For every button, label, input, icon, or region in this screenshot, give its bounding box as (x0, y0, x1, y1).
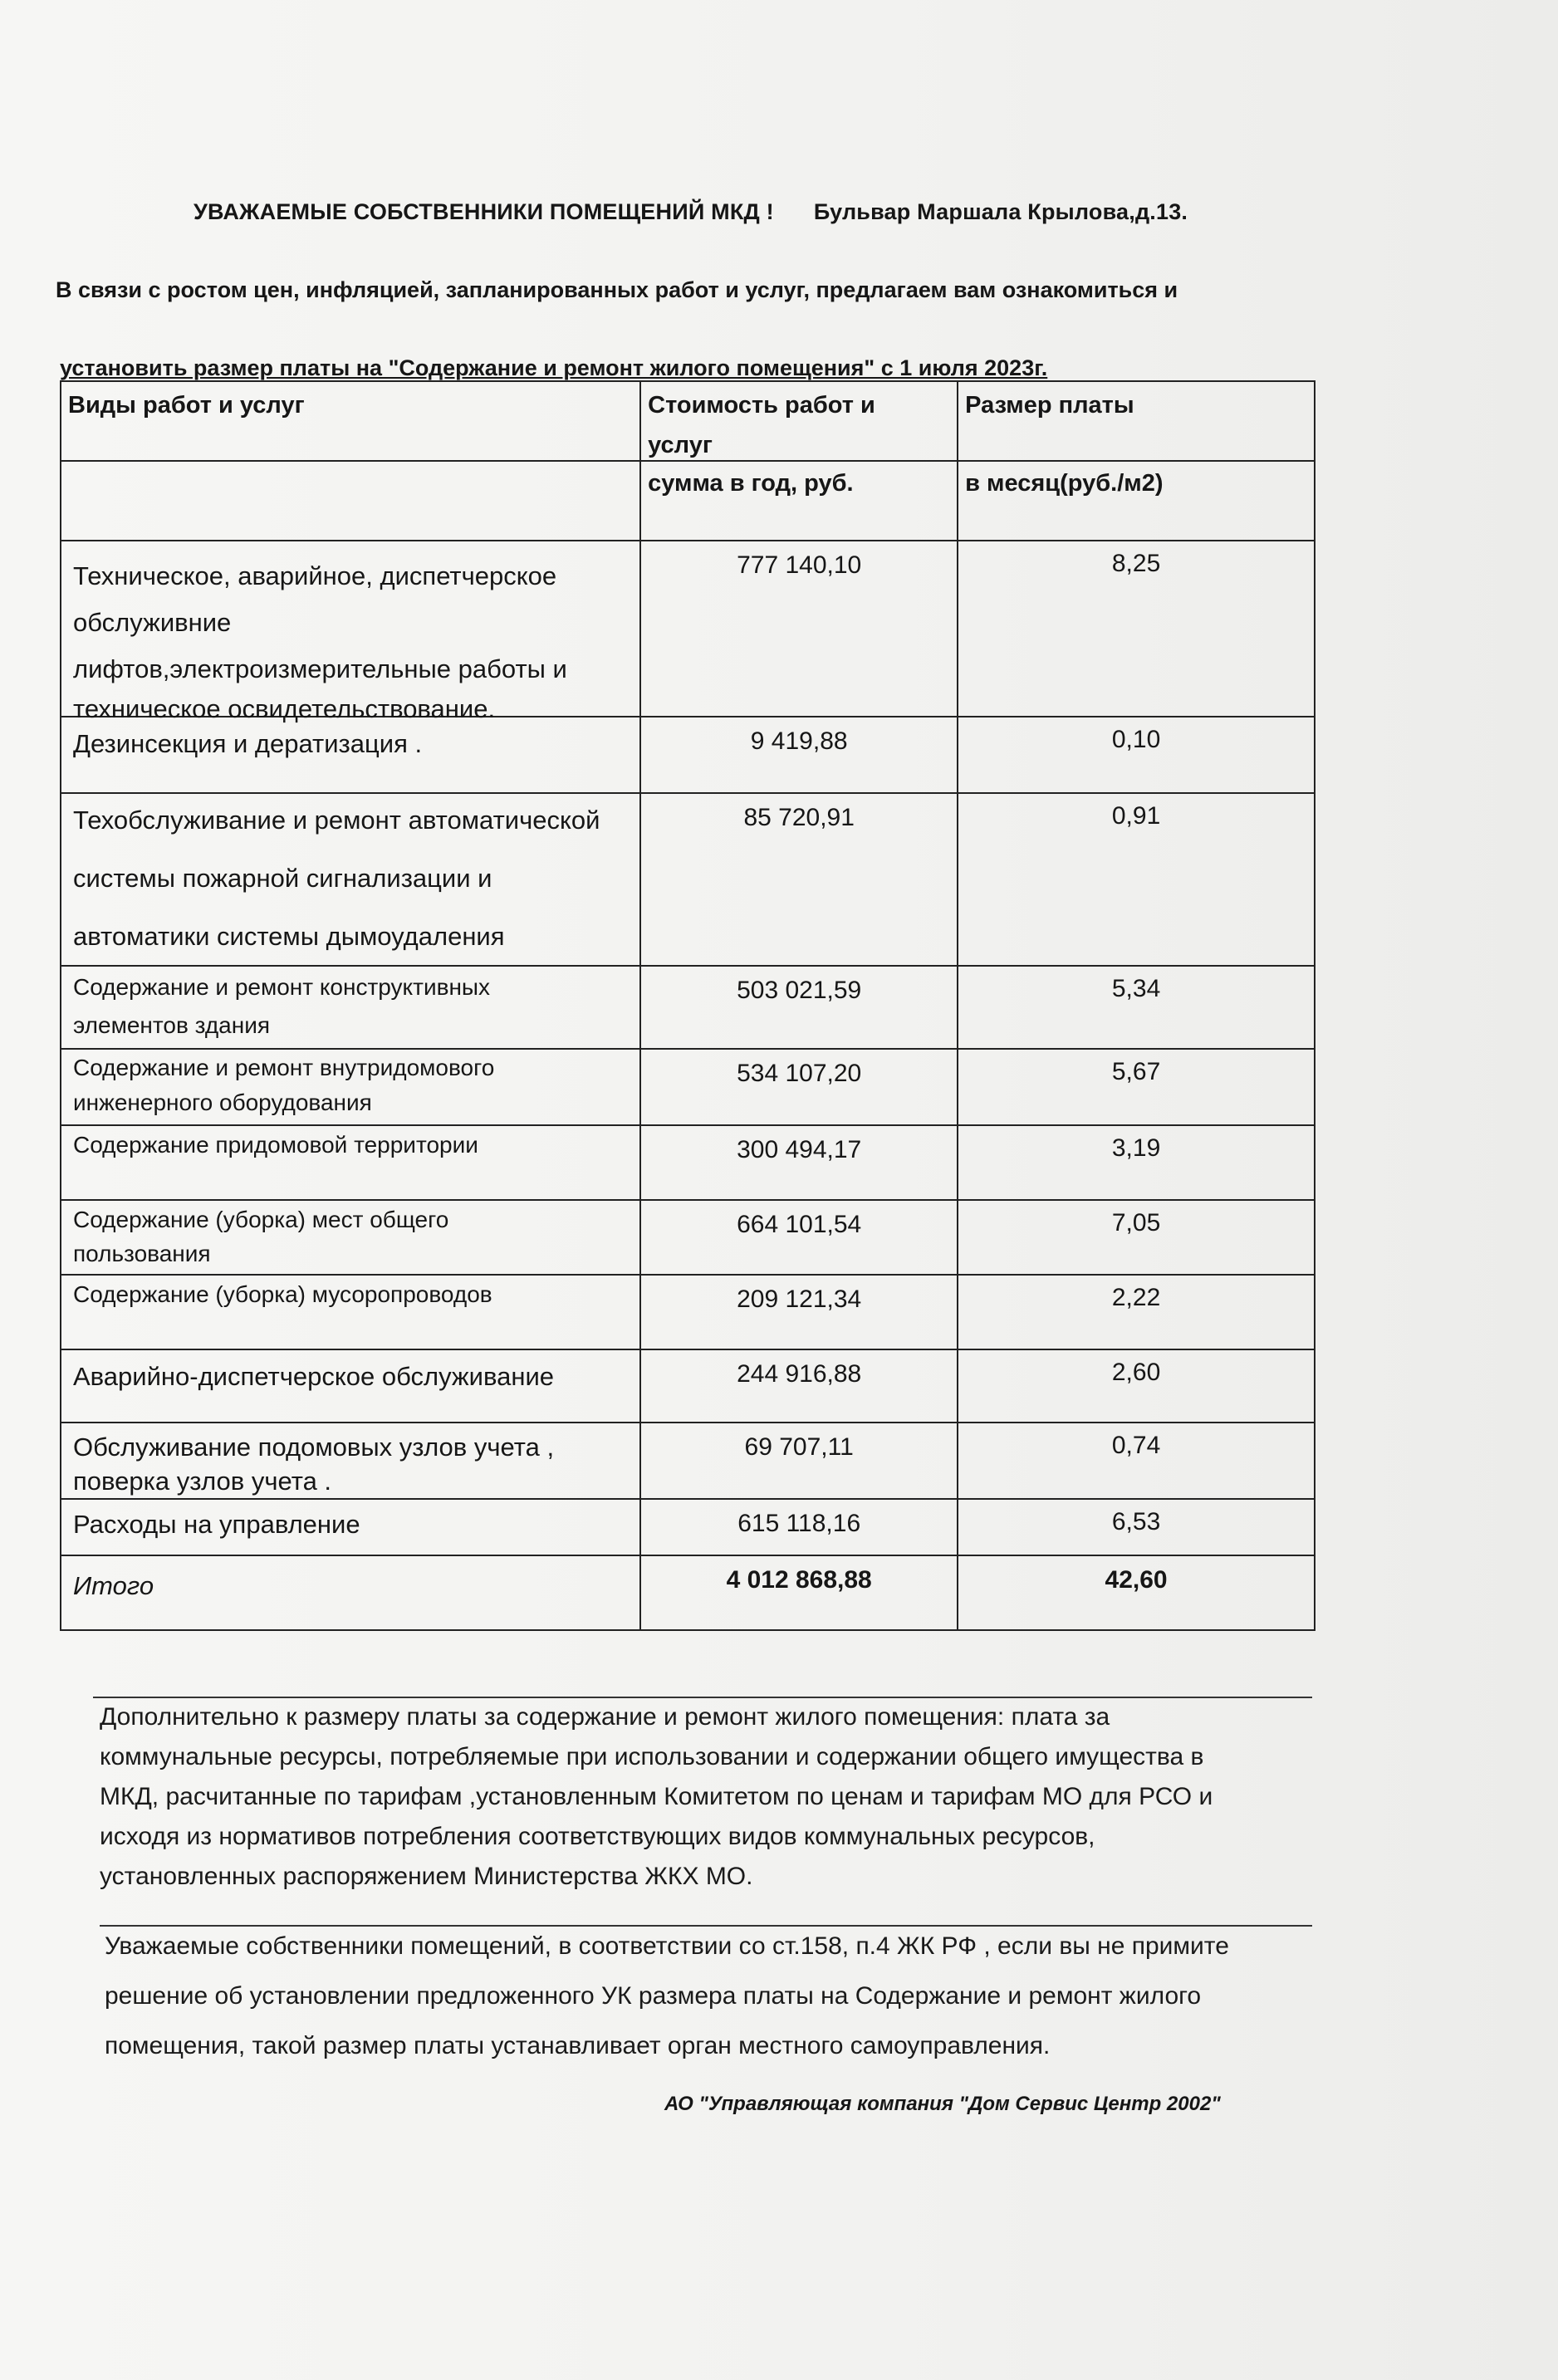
service-line: поверка узлов учета . (73, 1467, 332, 1496)
monthly-fee: 8,25 (1111, 550, 1161, 577)
header-services: Виды работ и услуг (61, 382, 641, 460)
service-line: Обслуживание подомовых узлов учета , (73, 1432, 555, 1462)
annual-cost: 664 101,54 (641, 1201, 958, 1274)
service-name (61, 1276, 641, 1349)
document-header (194, 199, 1188, 225)
subheader-monthly: в месяц(руб./м2) (965, 470, 1164, 497)
annual-cost: 615 118,16 (641, 1500, 958, 1555)
annual-cost: 534 107,20 (641, 1050, 958, 1124)
service-line: Расходы на управление (73, 1510, 360, 1539)
note-line: помещения, такой размер платы устанавливает орган местного самоуправления. (105, 2032, 1051, 2059)
service-line: техническое освидетельствование. (73, 694, 496, 723)
service-line: Аварийно-диспетчерское обслуживание (73, 1362, 555, 1391)
service-name (61, 1350, 641, 1422)
service-name (61, 1126, 641, 1199)
service-name (61, 1500, 641, 1555)
table-row (61, 1126, 1314, 1201)
service-name (61, 717, 641, 792)
service-name (61, 967, 641, 1048)
monthly-fee: 2,60 (1111, 1359, 1161, 1386)
subheader-empty (61, 462, 641, 540)
note-line: установленных распоряжением Министерства ЖКХ МО. (100, 1863, 753, 1890)
service-line: Содержание и ремонт конструктивных (73, 974, 491, 1000)
note-line: коммунальные ресурсы, потребляемые при использовании и содержании общего имущества в (100, 1743, 1204, 1770)
note-utilities (100, 1697, 1213, 1897)
monthly-fee: 0,91 (1111, 802, 1161, 830)
annual-cost: 9 419,88 (641, 717, 958, 792)
service-line: системы пожарной сигнализации и (73, 864, 492, 893)
table-subheader-row (61, 462, 1314, 541)
service-line: элементов здания (73, 1012, 271, 1038)
page-title: УВАЖАЕМЫЕ СОБСТВЕННИКИ ПОМЕЩЕНИЙ МКД ! (194, 199, 774, 224)
table-total-row (61, 1556, 1314, 1629)
service-line: автоматики системы дымоудаления (73, 922, 505, 951)
annual-cost: 69 707,11 (641, 1423, 958, 1498)
service-line: Техобслуживание и ремонт автоматической (73, 806, 600, 835)
total-monthly: 42,60 (1105, 1566, 1168, 1594)
table-header-row (61, 382, 1314, 462)
monthly-fee: 2,22 (1111, 1284, 1161, 1311)
annual-cost: 503 021,59 (641, 967, 958, 1048)
table-row (61, 1350, 1314, 1423)
monthly-fee: 0,10 (1111, 726, 1161, 753)
service-name (61, 1050, 641, 1124)
monthly-fee: 5,34 (1111, 975, 1161, 1002)
monthly-fee: 7,05 (1111, 1209, 1161, 1237)
table-row (61, 717, 1314, 794)
monthly-fee: 3,19 (1111, 1134, 1161, 1162)
table-row (61, 1423, 1314, 1500)
header-annual-line1: Стоимость работ и (648, 392, 875, 419)
total-label: Итого (61, 1556, 641, 1629)
service-name (61, 1201, 641, 1274)
service-line: обслуживние (73, 608, 232, 637)
table-row (61, 541, 1314, 723)
monthly-fee: 6,53 (1111, 1508, 1161, 1535)
note-line: МКД, расчитанные по тарифам ,установленным Комитетом по ценам и тарифам МО для РСО и (100, 1783, 1213, 1810)
service-line: Дезинсекция и дератизация . (73, 729, 423, 758)
note-legal (105, 1922, 1229, 2071)
service-line: Содержание (уборка) мусоропроводов (73, 1281, 492, 1307)
monthly-fee: 0,74 (1111, 1432, 1161, 1459)
service-line: пользования (73, 1241, 211, 1266)
service-line: Техническое, аварийное, диспетчерское (73, 561, 557, 590)
table-row (61, 1500, 1314, 1556)
fee-table (60, 380, 1315, 1631)
monthly-fee: 5,67 (1111, 1058, 1161, 1085)
building-address: Бульвар Маршала Крылова,д.13. (813, 199, 1188, 224)
note-line: Уважаемые собственники помещений, в соответствии со ст.158, п.4 ЖК РФ , если вы не примите (105, 1932, 1229, 1960)
service-line: Содержание (уборка) мест общего (73, 1207, 449, 1232)
company-signature: АО "Управляющая компания "Дом Сервис Центр 2002" (664, 2093, 1221, 2115)
service-line: Содержание и ремонт внутридомового (73, 1055, 495, 1080)
total-annual: 4 012 868,88 (641, 1556, 958, 1629)
service-line: инженерного оборудования (73, 1090, 372, 1115)
annual-cost: 85 720,91 (641, 794, 958, 965)
header-annual-cost (641, 382, 958, 460)
intro-line-2: установить размер платы на "Содержание и ремонт жилого помещения" с 1 июля 2023г. (60, 355, 1048, 380)
table-row (61, 967, 1314, 1050)
note-line: решение об установлении предложенного УК размера платы на Содержание и ремонт жилого (105, 1982, 1202, 2010)
service-name (61, 794, 641, 965)
intro-line-1: В связи с ростом цен, инфляцией, запланированных работ и услуг, предлагаем вам ознакомиться и (56, 277, 1178, 302)
service-name (61, 541, 641, 723)
note-line: исходя из нормативов потребления соответствующих видов коммунальных ресурсов, (100, 1823, 1095, 1850)
header-monthly-fee: Размер платы (965, 392, 1134, 419)
header-annual-line2: услуг (648, 432, 713, 458)
annual-cost: 300 494,17 (641, 1126, 958, 1199)
note-line: Дополнительно к размеру платы за содержание и ремонт жилого помещения: плата за (100, 1703, 1110, 1731)
service-line: лифтов,электроизмерительные работы и (73, 654, 567, 683)
table-row (61, 1276, 1314, 1350)
service-name (61, 1423, 641, 1498)
table-row (61, 1201, 1314, 1276)
annual-cost: 209 121,34 (641, 1276, 958, 1349)
service-line: Содержание придомовой территории (73, 1132, 478, 1158)
table-row (61, 1050, 1314, 1126)
table-row (61, 794, 1314, 967)
annual-cost: 777 140,10 (641, 541, 958, 716)
annual-cost: 244 916,88 (641, 1350, 958, 1422)
subheader-annual: сумма в год, руб. (641, 462, 958, 540)
